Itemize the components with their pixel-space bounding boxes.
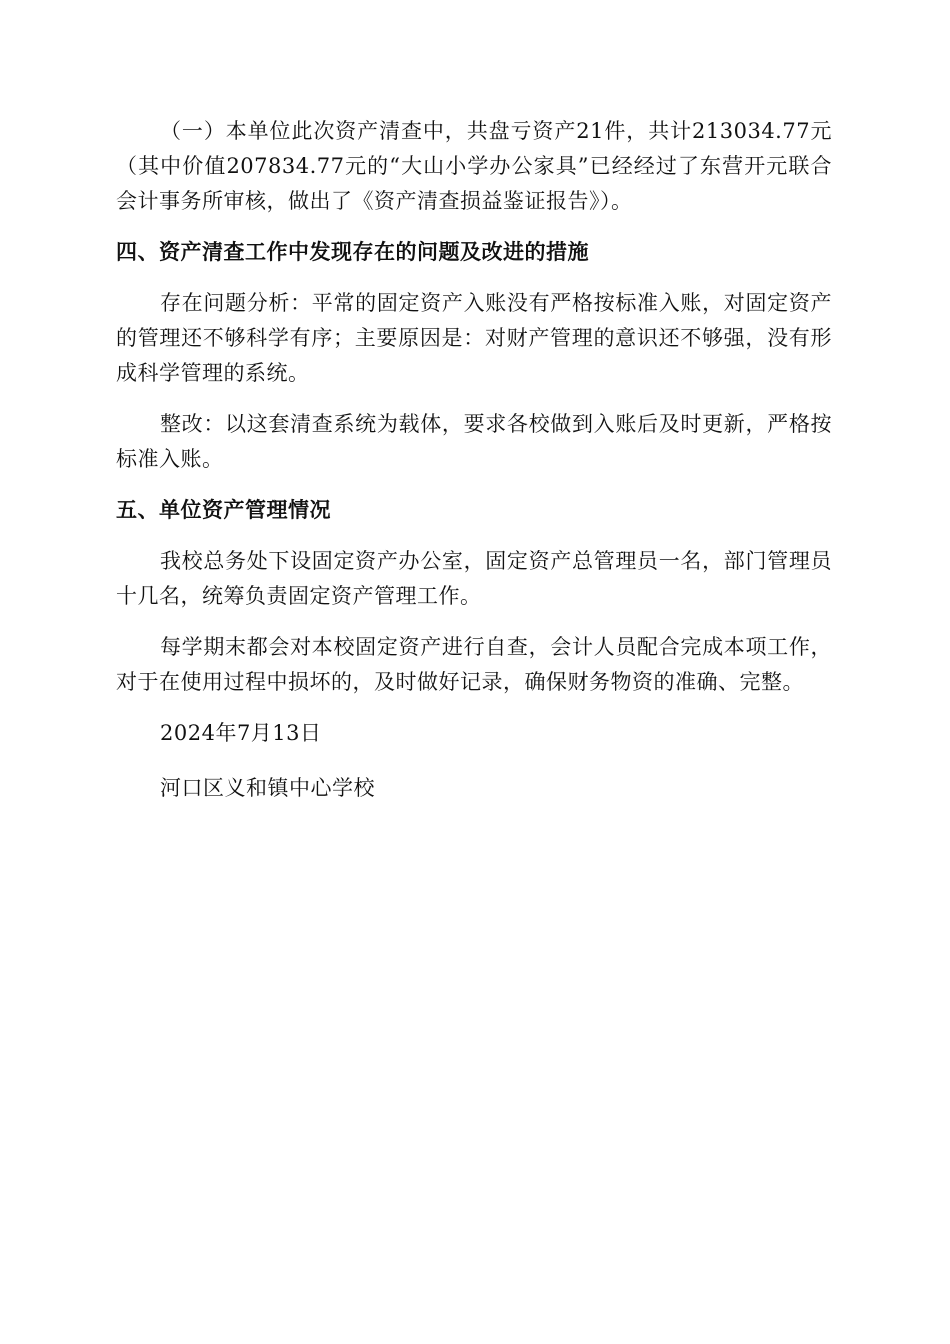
paragraph-rectification: 整改：以这套清查系统为载体，要求各校做到入账后及时更新，严格按标准入账。 bbox=[116, 412, 832, 471]
section-heading-problems: 四、资产清查工作中发现存在的问题及改进的措施 bbox=[116, 240, 589, 264]
section-heading-asset-management: 五、单位资产管理情况 bbox=[116, 498, 331, 522]
paragraph-asset-office: 我校总务处下设固定资产办公室，固定资产总管理员一名，部门管理员十几名，统筹负责固定资产管理工作。 bbox=[116, 549, 832, 608]
paragraph-inventory-loss: （一）本单位此次资产清查中，共盘亏资产21件，共计213034.77元（其中价值207834.77元的“大山小学办公家具”已经经过了东营开元联合会计事务所审核，做出了《资产清查损益鉴证报告》）。 bbox=[116, 119, 832, 213]
paragraph-problem-analysis: 存在问题分析：平常的固定资产入账没有严格按标准入账，对固定资产的管理还不够科学有序；主要原因是：对财产管理的意识还不够强，没有形成科学管理的系统。 bbox=[116, 291, 832, 385]
document-body bbox=[116, 114, 832, 826]
issuing-organization: 河口区义和镇中心学校 bbox=[160, 776, 375, 800]
paragraph-self-check: 每学期末都会对本校固定资产进行自查，会计人员配合完成本项工作，对于在使用过程中损坏的，及时做好记录，确保财务物资的准确、完整。 bbox=[116, 635, 832, 694]
document-date: 2024年7月13日 bbox=[160, 721, 322, 745]
